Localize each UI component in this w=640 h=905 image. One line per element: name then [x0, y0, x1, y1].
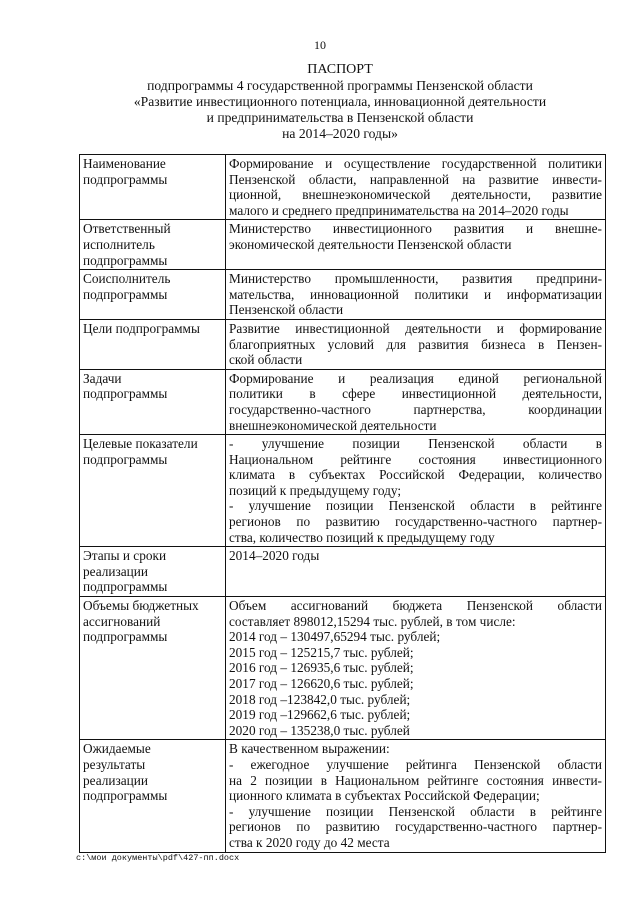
row-label-line: Ответственный	[83, 221, 171, 237]
row-value-line: политики в сфере инвестиционной деятельности,	[229, 386, 602, 402]
row-value-line: регионов по развитию государственно-частного партнер-	[229, 819, 602, 835]
document-header	[60, 62, 620, 142]
row-value-line: Министерство инвестиционного развития и внешне-	[229, 221, 602, 237]
row-label-line: ассигнований	[83, 613, 161, 629]
table-row	[80, 155, 606, 220]
row-value-line: Формирование и реализация единой региональной	[229, 370, 602, 386]
row-value-line: 2014–2020 годы	[229, 548, 320, 564]
row-value	[226, 220, 606, 270]
row-value-line: 2017 год – 126620,6 тыс. рублей;	[229, 676, 414, 691]
row-label-line: Соисполнитель	[83, 271, 171, 287]
row-label-line: подпрограммы	[83, 171, 168, 187]
table-row	[80, 369, 606, 434]
row-value-line: ской области	[229, 352, 303, 368]
row-value-line: на 2 позиции в Национальном рейтинге состояния инвести-	[229, 772, 602, 788]
row-label	[80, 319, 226, 369]
row-value-line: 2020 год – 135238,0 тыс. рублей	[229, 722, 410, 738]
row-label	[80, 270, 226, 320]
row-label	[80, 369, 226, 434]
passport-table	[79, 154, 606, 853]
row-value-line: 2018 год –123842,0 тыс. рублей;	[229, 691, 411, 707]
row-label	[80, 740, 226, 852]
row-value-line: - улучшение позиции Пензенской области в рейтинге	[229, 803, 602, 819]
row-value-line: Министерство промышленности, развития предприни-	[229, 271, 602, 287]
row-label-line: Задачи	[83, 370, 122, 386]
row-value	[226, 435, 606, 547]
row-label-line: Ожидаемые	[83, 741, 151, 757]
row-value-line: мательства, инновационной политики и информатизации	[229, 286, 602, 302]
row-label-line: результаты	[83, 756, 146, 772]
row-label-line: Объемы бюджетных	[83, 598, 199, 614]
table-row	[80, 740, 606, 852]
row-value-line: регионов по развитию государственно-частного партнер-	[229, 514, 602, 530]
row-label-line: подпрограммы	[83, 386, 168, 402]
row-value-line: малого и среднего предпринимательства на 2014–2020 годы	[229, 202, 569, 218]
page-number: 10	[314, 38, 326, 52]
title-line-3: и предпринимательства в Пензенской области	[206, 110, 474, 125]
row-value-line: климата в субъектах Российской Федерации, количество	[229, 467, 602, 483]
row-value-line: - ежегодное улучшение рейтинга Пензенской области	[229, 756, 602, 772]
row-value	[226, 597, 606, 740]
row-value-line: Развитие инвестиционной деятельности и формирование	[229, 320, 602, 336]
row-value-line: 2019 год –129662,6 тыс. рублей;	[229, 707, 411, 723]
row-label-line: подпрограммы	[83, 451, 168, 467]
table-row	[80, 597, 606, 740]
row-value-line: Объем ассигнований бюджета Пензенской области	[229, 598, 602, 614]
row-label-line: подпрограммы	[83, 579, 168, 595]
title-line-1: подпрограммы 4 государственной программы Пензенской области	[147, 78, 533, 93]
row-value	[226, 547, 606, 597]
footer-file-path: c:\мои документы\pdf\427-пп.docx	[76, 853, 240, 863]
row-label-line: подпрограммы	[83, 629, 168, 645]
row-value-line: позиций к предыдущему году;	[229, 482, 402, 498]
row-value-line: ства к 2020 году до 42 места	[229, 834, 390, 850]
row-label-line: подпрограммы	[83, 252, 168, 268]
row-label-line: Наименование	[83, 156, 166, 171]
row-value-line: Национальном рейтинге состояния инвестиционного	[229, 451, 602, 467]
row-label-line: Этапы и сроки	[83, 548, 167, 564]
row-label-line: реализации	[83, 772, 148, 788]
row-value-line: внешнеэкономической деятельности	[229, 417, 437, 433]
table-row	[80, 435, 606, 547]
row-label	[80, 597, 226, 740]
row-value-line: 2014 год – 130497,65294 тыс. рублей;	[229, 629, 441, 645]
row-label-line: Цели подпрограммы	[83, 320, 200, 336]
document-title: ПАСПОРТ	[307, 62, 373, 77]
row-value	[226, 155, 606, 220]
row-label	[80, 220, 226, 270]
row-label-line: реализации	[83, 563, 148, 579]
row-label	[80, 155, 226, 220]
row-label	[80, 435, 226, 547]
row-value-line: составляет 898012,15294 тыс. рублей, в том числе:	[229, 613, 516, 629]
table-row	[80, 220, 606, 270]
row-label-line: подпрограммы	[83, 788, 168, 804]
row-value	[226, 319, 606, 369]
row-value	[226, 740, 606, 852]
title-line-2: «Развитие инвестиционного потенциала, инновационной деятельности	[133, 94, 547, 109]
row-value-line: 2015 год – 125215,7 тыс. рублей;	[229, 644, 414, 660]
row-value-line: Пензенской области, направленной на развитие инвести-	[229, 171, 602, 187]
row-value-line: ционной, внешнеэкономической деятельности, развитие	[229, 187, 602, 203]
row-value-line: 2016 год – 126935,6 тыс. рублей;	[229, 660, 414, 676]
row-label-line: исполнитель	[83, 236, 155, 252]
row-value	[226, 369, 606, 434]
row-label-line: подпрограммы	[83, 286, 168, 302]
table-row	[80, 547, 606, 597]
title-line-4: на 2014–2020 годы»	[282, 126, 398, 141]
row-label-line: Целевые показатели	[83, 436, 198, 452]
row-value-line: государственно-частного партнерства, координации	[229, 401, 602, 417]
row-value-line: - улучшение позиции Пензенской области в рейтинге	[229, 498, 602, 514]
row-value-line: благоприятных условий для развития бизнеса в Пензен-	[229, 336, 602, 352]
table-row	[80, 270, 606, 320]
row-label	[80, 547, 226, 597]
row-value	[226, 270, 606, 320]
row-value-line: ства, количество позиций к предыдущему году	[229, 529, 495, 545]
row-value-line: В качественном выражении:	[229, 741, 390, 757]
row-value-line: ционного климата в субъектах Российской Федерации;	[229, 788, 540, 804]
table-row	[80, 319, 606, 369]
row-value-line: - улучшение позиции Пензенской области в	[229, 436, 602, 452]
row-value-line: Пензенской области	[229, 302, 344, 318]
row-value-line: Формирование и осуществление государственной политики	[229, 156, 602, 171]
row-value-line: экономической деятельности Пензенской области	[229, 236, 512, 252]
